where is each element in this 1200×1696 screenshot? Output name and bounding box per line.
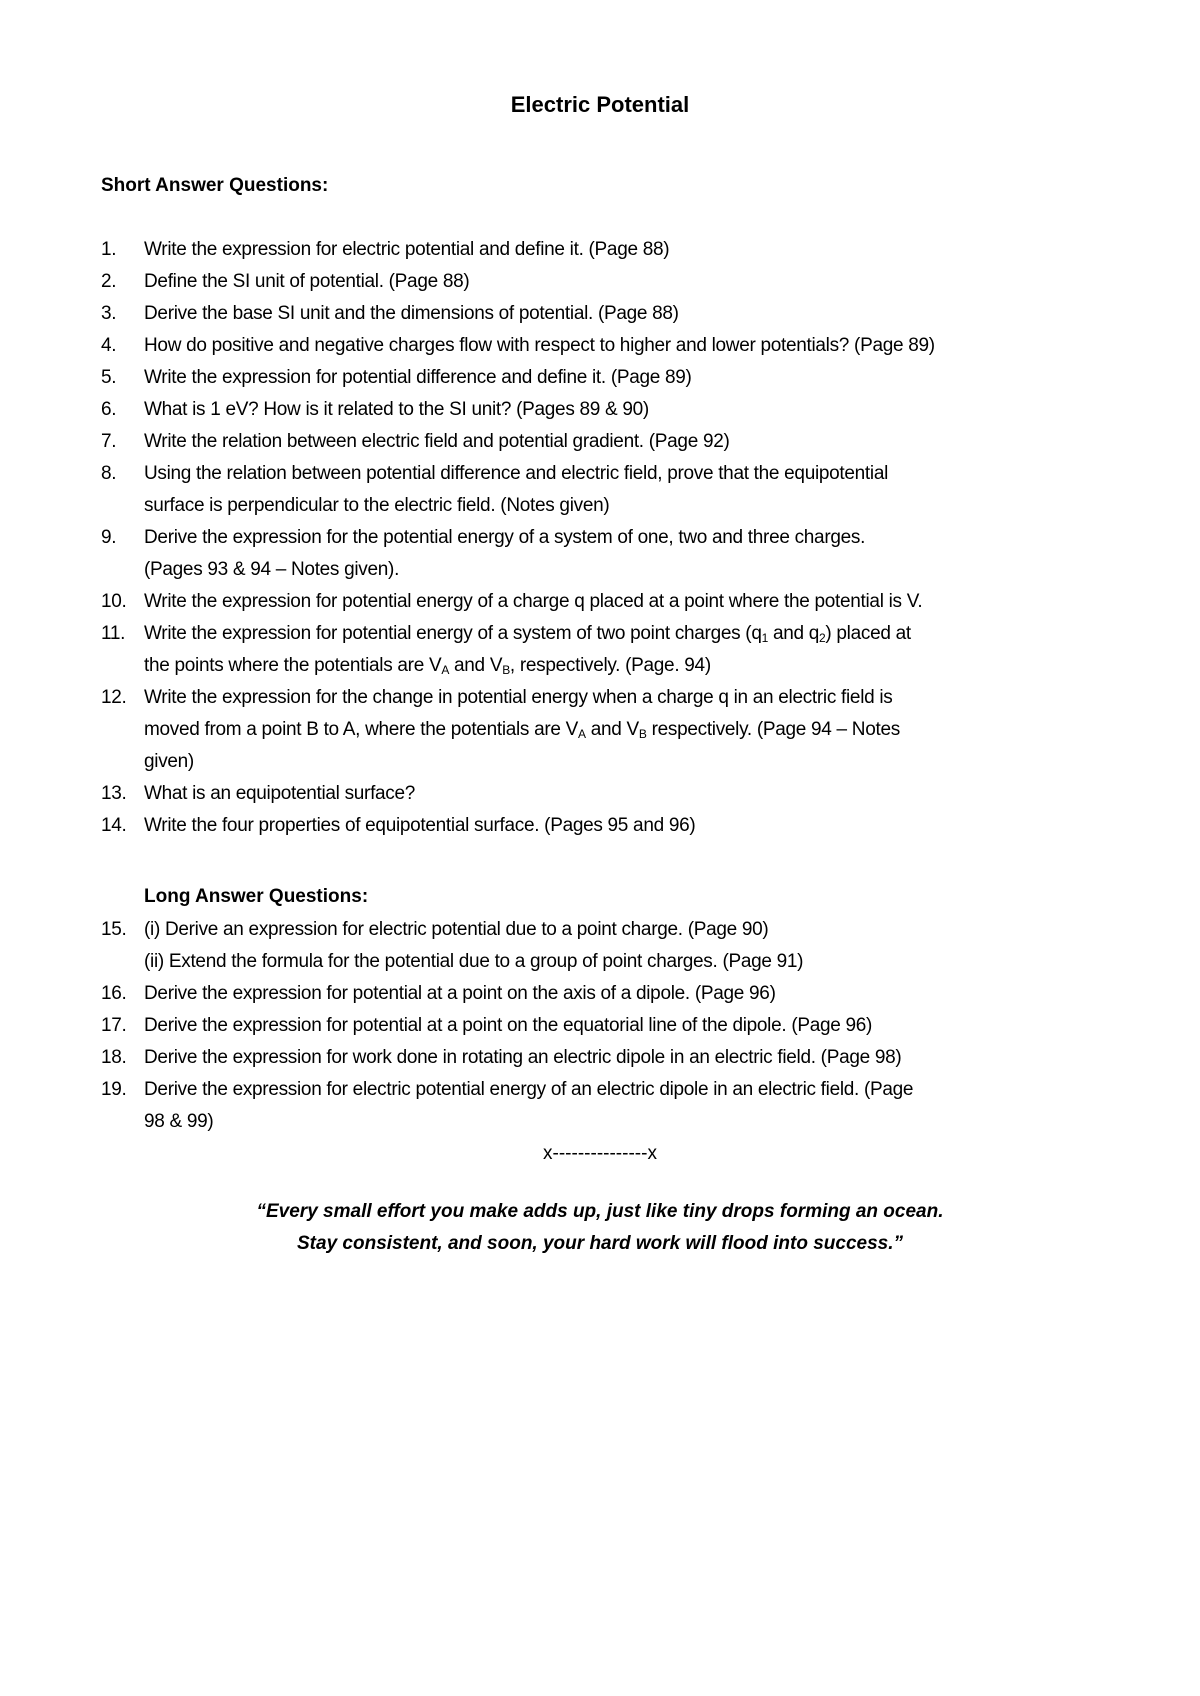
question-text-line: (ii) Extend the formula for the potential due to a group of point charges. (Page 91)	[144, 951, 804, 972]
subscript: 2	[819, 631, 826, 645]
question-number: 18.	[101, 1047, 127, 1068]
question-item	[101, 586, 1121, 618]
question-text-line: Derive the expression for work done in rotating an electric dipole in an electric field. (Page 98)	[144, 1047, 902, 1068]
question-item	[101, 330, 1121, 362]
question-number: 15.	[101, 919, 127, 940]
question-text-line: Write the expression for potential difference and define it. (Page 89)	[144, 367, 692, 388]
separator: x---------------x	[543, 1143, 657, 1164]
question-item	[101, 1074, 1121, 1138]
question-number: 1.	[101, 239, 117, 260]
question-text-line: Write the expression for potential energy of a charge q placed at a point where the potential is V.	[144, 591, 923, 612]
question-item	[101, 682, 1121, 778]
question-number: 2.	[101, 271, 117, 292]
subscript: B	[502, 663, 510, 677]
question-item	[101, 778, 1121, 810]
question-text-line: Derive the base SI unit and the dimensions of potential. (Page 88)	[144, 303, 679, 324]
quote-line: “Every small effort you make adds up, just like tiny drops forming an ocean.	[256, 1201, 944, 1222]
question-item	[101, 266, 1121, 298]
question-item	[101, 394, 1121, 426]
question-item	[101, 362, 1121, 394]
question-item	[101, 618, 1121, 682]
short-answer-list	[101, 234, 1121, 842]
question-text-line: the points where the potentials are $V_A$ and $V_B$, respectively. (Page. 94)	[144, 655, 711, 677]
question-number: 3.	[101, 303, 117, 324]
question-number: 17.	[101, 1015, 127, 1036]
question-item	[101, 1042, 1121, 1074]
question-text-line: How do positive and negative charges flow with respect to higher and lower potentials? (Page 89)	[144, 335, 935, 356]
long-answer-heading: Long Answer Questions:	[144, 886, 369, 907]
short-answer-heading: Short Answer Questions:	[101, 175, 329, 196]
question-number: 14.	[101, 815, 127, 836]
question-text-line: Write the four properties of equipotential surface. (Pages 95 and 96)	[144, 815, 696, 836]
question-text-line: Derive the expression for potential at a point on the equatorial line of the dipole. (Page 96)	[144, 1015, 873, 1036]
question-number: 8.	[101, 463, 117, 484]
motivational-quote	[0, 1196, 1200, 1260]
question-text-line: Write the expression for the change in potential energy when a charge q in an electric field is	[144, 687, 893, 708]
question-text-line: Write the expression for electric potential and define it. (Page 88)	[144, 239, 670, 260]
question-number: 5.	[101, 367, 117, 388]
quote-line: Stay consistent, and soon, your hard work will flood into success.”	[297, 1233, 903, 1254]
question-item	[101, 1010, 1121, 1042]
question-text-line: moved from a point B to A, where the potentials are $V_A$ and $V_B$ respectively. (Page 94 – Notes	[144, 719, 900, 741]
question-number: 12.	[101, 687, 127, 708]
question-number: 11.	[101, 623, 126, 644]
question-text-line: Derive the expression for electric potential energy of an electric dipole in an electric field. (Page	[144, 1079, 914, 1100]
question-number: 19.	[101, 1079, 127, 1100]
question-number: 10.	[101, 591, 127, 612]
question-number: 6.	[101, 399, 117, 420]
subscript: B	[638, 727, 647, 741]
question-number: 7.	[101, 431, 117, 452]
question-item	[101, 810, 1121, 842]
subscript: A	[578, 727, 586, 741]
question-item	[101, 234, 1121, 266]
question-number: 16.	[101, 983, 127, 1004]
page-title: Electric Potential	[510, 92, 690, 117]
question-item	[101, 914, 1121, 978]
question-text-line: given)	[144, 751, 194, 772]
question-text-line: Derive the expression for potential at a point on the axis of a dipole. (Page 96)	[144, 983, 776, 1004]
long-answer-list	[101, 914, 1121, 1138]
question-number: 13.	[101, 783, 127, 804]
question-text-line: (i) Derive an expression for electric potential due to a point charge. (Page 90)	[144, 919, 769, 940]
question-text-line: What is 1 eV? How is it related to the SI unit? (Pages 89 & 90)	[144, 399, 649, 420]
question-number: 4.	[101, 335, 117, 356]
question-text-line: Derive the expression for the potential energy of a system of one, two and three charges.	[144, 527, 866, 548]
question-text-line: Using the relation between potential difference and electric field, prove that the equipotential	[144, 463, 889, 484]
question-item	[101, 522, 1121, 586]
question-text-line: Write the expression for potential energy of a system of two point charges ($q_1$ and $q_2$) placed at	[144, 623, 911, 645]
subscript: A	[441, 663, 450, 677]
question-item	[101, 458, 1121, 522]
question-text-line: surface is perpendicular to the electric field. (Notes given)	[144, 495, 610, 516]
subscript: 1	[761, 631, 768, 645]
question-item	[101, 426, 1121, 458]
question-text-line: Define the SI unit of potential. (Page 88)	[144, 271, 470, 292]
question-item	[101, 298, 1121, 330]
question-item	[101, 978, 1121, 1010]
question-text-line: Write the relation between electric field and potential gradient. (Page 92)	[144, 431, 730, 452]
question-text-line: 98 & 99)	[144, 1111, 214, 1132]
question-number: 9.	[101, 527, 117, 548]
question-text-line: What is an equipotential surface?	[144, 783, 416, 804]
question-text-line: (Pages 93 & 94 – Notes given).	[144, 559, 400, 580]
